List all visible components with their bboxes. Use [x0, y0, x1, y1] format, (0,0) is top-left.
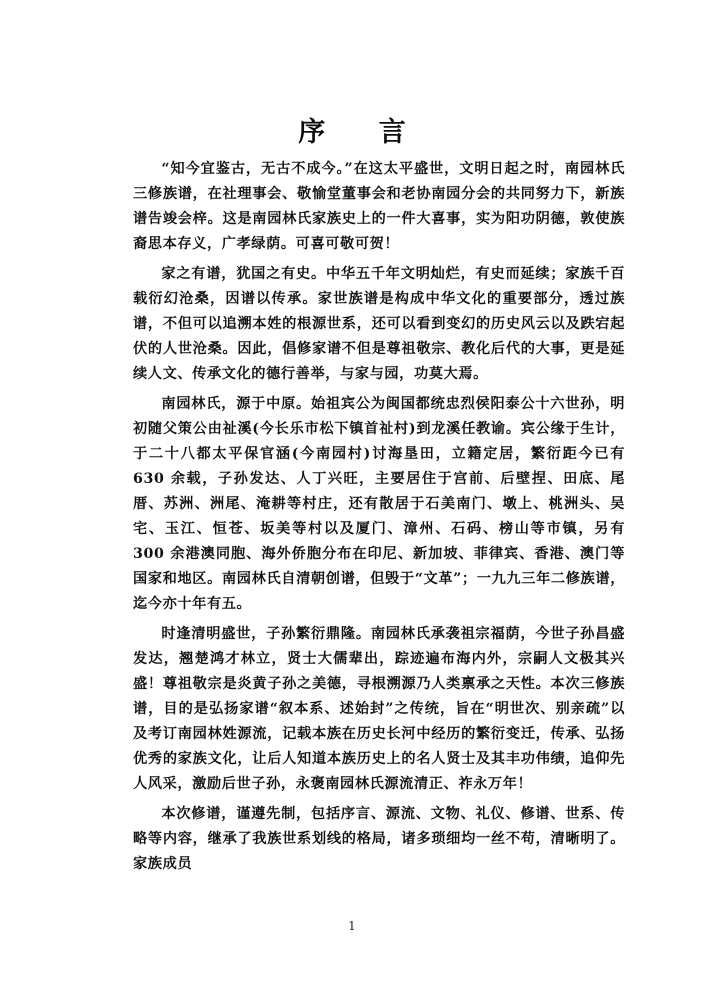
paragraph-2: 家之有谱，犹国之有史。中华五千年文明灿烂，有史而延续；家族千百载衍幻沧桑，因谱以传承。家世族谱是构成中华文化的重要部分，透过族谱，不但可以追溯本姓的根源世系，还可以看到变幻的历史风云以及跌宕起伏的人世沧桑。因此，倡修家谱不但是尊祖敬宗、教化后代的大事，更是延续人文、传承文化的德行善举，与家与园，功莫大焉。: [133, 266, 625, 382]
paragraph-5: 本次修谱，谨遵先制，包括序言、源流、文物、礼仪、修谱、世系、传略等内容，继承了我族世系划线的格局，诸多琐细均一丝不苟，清晰明了。家族成员: [133, 806, 625, 872]
paragraph-4: 时逢清明盛世，子孙繁衍鼎隆。南园林氏承袭祖宗福荫，今世子孙昌盛发达，翘楚鸿才林立，贤士大儒辈出，踪迹遍布海内外，宗嗣人文极其兴盛！尊祖敬宗是炎黄子孙之美德，寻根溯源乃人类禀承之天性。本次三修族谱，目的是弘扬家谱“叙本系、述始封”之传统，旨在“明世次、别亲疏”以及考订南园林姓源流，记载本族在历史长河中经历的繁衍变迁，传承、弘扬优秀的家族文化，让后人知道本族历史上的名人贤士及其丰功伟绩，追仰先人风采，激励后世子孙，永褒南园林氏源流清正、祚永万年！: [133, 626, 625, 792]
page-title: 序 言: [298, 117, 428, 149]
page-number: 1: [348, 919, 356, 933]
paragraph-3: 南园林氏，源于中原。始祖宾公为闽国都统忠烈侯阳泰公十六世孙，明初随父策公由祉溪(今长乐市松下镇首祉村)到龙溪任教谕。宾公缘于生计，于二十八都太平保官涵(今南园村)讨海垦田，立籍定居，繁衍距今已有 630 余载，子孙发达、人丁兴旺，主要居住于宫前、后壁捏、田底、尾厝、苏洲、洲尾、淹耕等村庄，还有散居于石美南门、墩上、桃洲头、吴宅、玉江、恒苍、坂美等村以及厦门、漳州、石码、榜山等市镇，另有 300 余港澳同胞、海外侨胞分布在印尼、新加坡、菲律宾、香港、澳门等国家和地区。南园林氏自清朝创谱，但毁于“文革”；一九九三年二修族谱，迄今亦十年有五。: [133, 396, 625, 612]
paragraph-1: “知今宜鉴古，无古不成今。”在这太平盛世，文明日起之时，南园林氏三修族谱，在社理事会、敬愉堂董事会和老协南园分会的共同努力下，新族谱告竣会梓。这是南园林氏家族史上的一件大喜事，实为阳功阴德，敦使族裔思本存义，广孝绿荫。可喜可敬可贺！: [133, 161, 625, 252]
preface-body: [133, 157, 625, 877]
